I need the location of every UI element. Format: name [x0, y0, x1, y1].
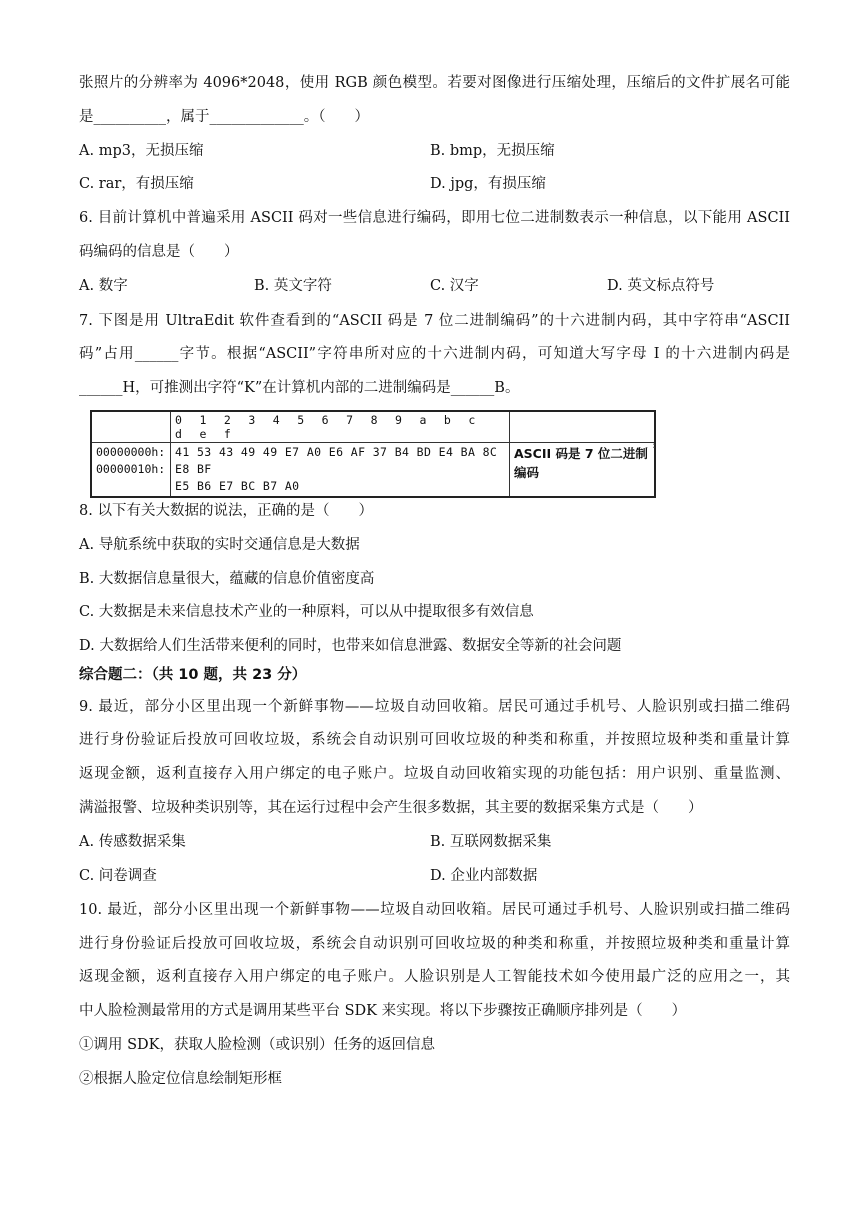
q6-stem-line2: 码编码的信息是（ ） [79, 244, 239, 260]
hex-bytes-row-1: 41 53 43 49 49 E7 A0 E6 AF 37 B4 BD E4 BA 8C E8 BF [175, 445, 498, 476]
hex-addresses: 00000000h: 00000010h: [91, 443, 171, 498]
q9-option-b: B. 互联网数据采集 [430, 834, 552, 850]
q9-stem-line3: 返现金额，返利直接存入用户绑定的电子账户。垃圾自动回收箱实现的功能包括：用户识别、重量监测、 [79, 766, 790, 782]
q10-stem-line3: 返现金额，返利直接存入用户绑定的电子账户。人脸识别是人工智能技术如今使用最广泛的应用之一，其 [79, 969, 790, 985]
hex-bytes-row-2: E5 B6 E7 BC B7 A0 [175, 479, 300, 493]
q8-option-b: B. 大数据信息量很大，蕴藏的信息价值密度高 [79, 571, 375, 587]
q8-option-d: D. 大数据给人们生活带来便利的同时，也带来如信息泄露、数据安全等新的社会问题 [79, 638, 622, 654]
q7-stem-line3: ______H，可推测出字符“K”在计算机内部的二进制编码是______B。 [79, 380, 520, 396]
q8-option-a: A. 导航系统中获取的实时交通信息是大数据 [79, 537, 360, 553]
q10-stem-line1: 10. 最近，部分小区里出现一个新鲜事物——垃圾自动回收箱。居民可通过手机号、人脸识别或扫描二维码 [79, 902, 790, 918]
q10-step-1: ①调用 SDK，获取人脸检测（或识别）任务的返回信息 [79, 1037, 435, 1053]
hex-ascii-header-cell [510, 411, 656, 443]
q8-option-c: C. 大数据是未来信息技术产业的一种原料，可以从中提取很多有效信息 [79, 604, 534, 620]
scan-edge-mark: : [652, 440, 656, 451]
q6-stem-line1: 6. 目前计算机中普遍采用 ASCII 码对一些信息进行编码，即用七位二进制数表示一种信息，以下能用 ASCII [79, 210, 790, 226]
section-heading: 综合题二：（共 10 题，共 23 分） [79, 667, 307, 683]
hex-corner-cell [91, 411, 171, 443]
hex-ascii-text: ASCII 码是 7 位二进制编码 [510, 443, 656, 498]
hex-dump-table [90, 410, 656, 498]
q9-option-a: A. 传感数据采集 [79, 834, 186, 850]
q9-option-d: D. 企业内部数据 [430, 868, 538, 884]
q9-stem-line1: 9. 最近，部分小区里出现一个新鲜事物——垃圾自动回收箱。居民可通过手机号、人脸识别或扫描二维码 [79, 699, 790, 715]
q9-stem-line2: 进行身份验证后投放可回收垃圾，系统会自动识别可回收垃圾的种类和称重，并按照垃圾种类和重量计算 [79, 732, 790, 748]
q5-option-b: B. bmp，无损压缩 [430, 143, 555, 159]
hex-bytes-cell [171, 443, 510, 498]
q8-stem: 8. 以下有关大数据的说法，正确的是（ ） [79, 503, 373, 519]
q6-option-c: C. 汉字 [430, 278, 479, 294]
q9-option-c: C. 问卷调查 [79, 868, 157, 884]
hex-dump-figure [90, 410, 656, 493]
q6-option-a: A. 数字 [79, 278, 128, 294]
q5-stem-line1: 张照片的分辨率为 4096*2048，使用 RGB 颜色模型。若要对图像进行压缩处理，压缩后的文件扩展名可能 [79, 75, 790, 91]
q7-stem-line2: 码”占用______字节。根据“ASCII”字符串所对应的十六进制内码，可知道大写字母 I 的十六进制内码是 [79, 346, 790, 362]
q10-step-2: ②根据人脸定位信息绘制矩形框 [79, 1071, 282, 1087]
q5-option-c: C. rar，有损压缩 [79, 176, 194, 192]
hex-column-header: 0 1 2 3 4 5 6 7 8 9 a b c d e f [171, 411, 510, 443]
q5-option-a: A. mp3，无损压缩 [79, 143, 204, 159]
q6-option-d: D. 英文标点符号 [607, 278, 715, 294]
q5-stem-line2: 是__________，属于_____________。（ ） [79, 109, 369, 125]
q6-option-b: B. 英文字符 [254, 278, 332, 294]
q5-option-d: D. jpg，有损压缩 [430, 176, 546, 192]
q9-stem-line4: 满溢报警、垃圾种类识别等，其在运行过程中会产生很多数据，其主要的数据采集方式是（ ） [79, 800, 703, 816]
q10-stem-line4: 中人脸检测最常用的方式是调用某些平台 SDK 来实现。将以下步骤按正确顺序排列是（ ） [79, 1003, 687, 1019]
q7-stem-line1: 7. 下图是用 UltraEdit 软件查看到的“ASCII 码是 7 位二进制编码”的十六进制内码，其中字符串“ASCII [79, 313, 790, 329]
q10-stem-line2: 进行身份验证后投放可回收垃圾，系统会自动识别可回收垃圾的种类和称重，并按照垃圾种类和重量计算 [79, 936, 790, 952]
